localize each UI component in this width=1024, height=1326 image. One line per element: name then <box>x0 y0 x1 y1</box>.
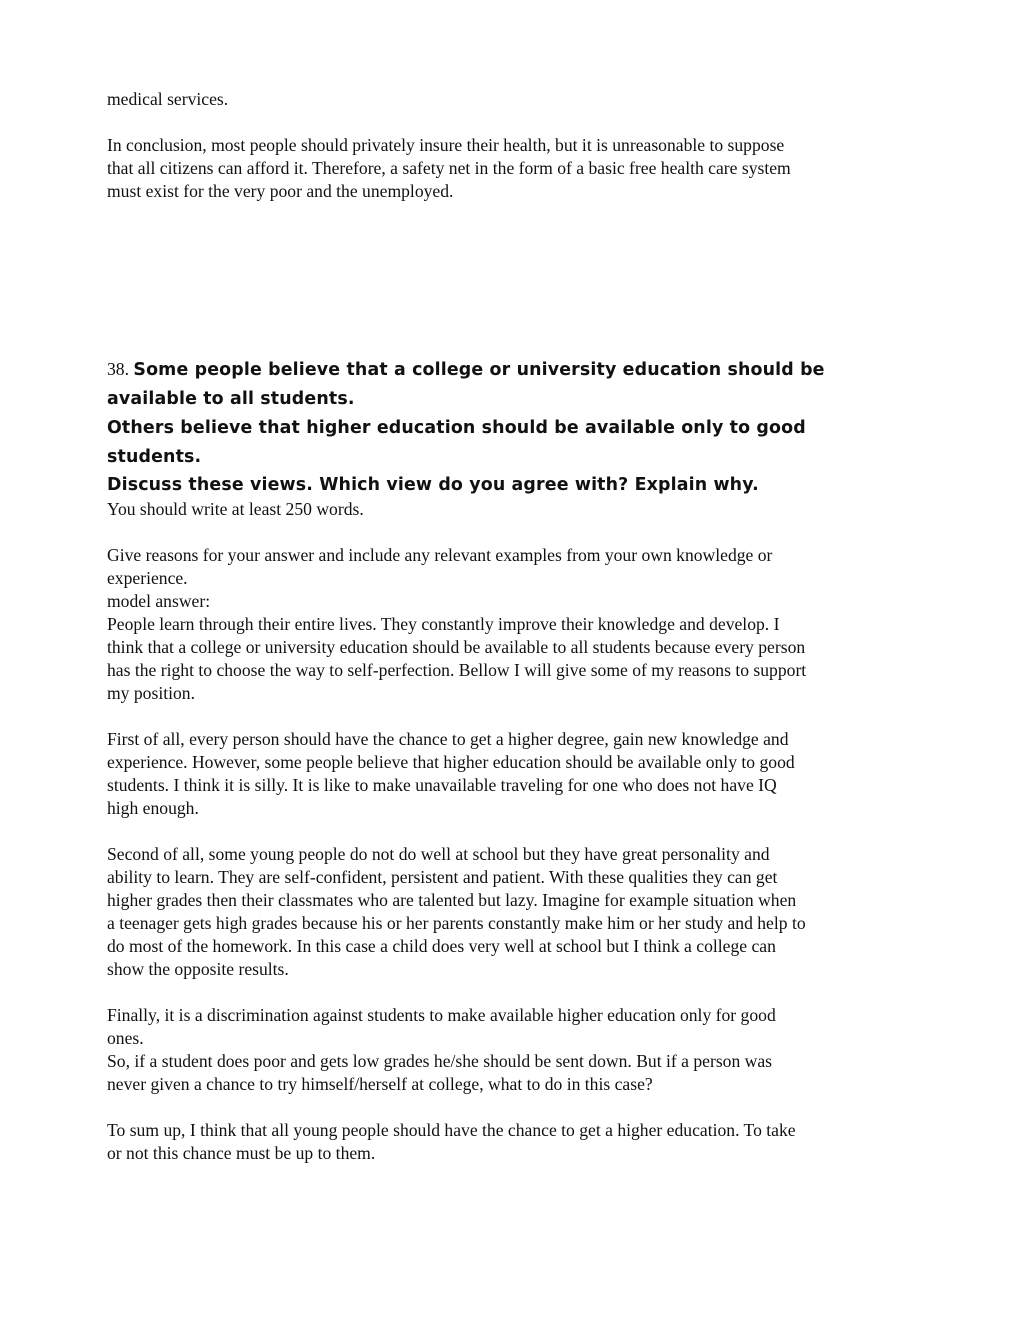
answer-p2-line-2: experience. However, some people believe that higher education should be available only to good <box>107 752 795 772</box>
answer-p3-line-2: ability to learn. They are self-confident, persistent and patient. With these qualities they can get <box>107 867 778 887</box>
question-line-2 <box>107 384 907 413</box>
reasons-line-1: Give reasons for your answer and include any relevant examples from your own knowledge or <box>107 545 773 565</box>
answer-p2-line-3: students. I think it is silly. It is like to make unavailable traveling for one who does not have IQ <box>107 775 777 795</box>
answer-p2-line-4: high enough. <box>107 798 199 818</box>
answer-paragraph-4 <box>107 1004 907 1096</box>
question-line-3 <box>107 413 907 442</box>
question-line-5 <box>107 471 907 498</box>
answer-paragraph-5 <box>107 1119 907 1165</box>
answer-p4-line-3: So, if a student does poor and gets low grades he/she should be sent down. But if a person was <box>107 1051 773 1071</box>
question-text-4: students. <box>107 447 202 467</box>
conclusion-line-1: In conclusion, most people should privately insure their health, but it is unreasonable to suppose <box>107 135 785 155</box>
answer-p3-line-1: Second of all, some young people do not do well at school but they have great personality and <box>107 844 770 864</box>
essay-question <box>107 355 907 498</box>
answer-paragraph-3 <box>107 843 907 981</box>
question-text-5: Discuss these views. Which view do you agree with? Explain why. <box>107 475 759 495</box>
question-number: 38. <box>107 359 129 379</box>
question-text-1: Some people believe that a college or university education should be <box>133 360 825 380</box>
answer-p3-line-4: a teenager gets high grades because his or her parents constantly make him or her study and help to <box>107 913 806 933</box>
intro-line: medical services. <box>107 89 229 109</box>
answer-p3-line-5: do most of the homework. In this case a child does very well at school but I think a college can <box>107 936 776 956</box>
conclusion-line-3: must exist for the very poor and the unemployed. <box>107 181 454 201</box>
answer-p2-line-1: First of all, every person should have the chance to get a higher degree, gain new knowledge and <box>107 729 789 749</box>
answer-p1-line-2: think that a college or university education should be available to all students because every person <box>107 637 806 657</box>
document-page <box>107 88 907 1188</box>
intro-fragment <box>107 88 907 111</box>
answer-paragraph-2 <box>107 728 907 820</box>
page-spacer <box>107 203 907 355</box>
answer-p1-line-4: my position. <box>107 683 195 703</box>
question-text-3: Others believe that higher education should be available only to good <box>107 418 806 438</box>
answer-p4-line-2: ones. <box>107 1028 144 1048</box>
answer-p4-line-4: never given a chance to try himself/herself at college, what to do in this case? <box>107 1074 653 1094</box>
question-line-1 <box>107 355 907 384</box>
answer-p4-line-1: Finally, it is a discrimination against students to make available higher education only for good <box>107 1005 776 1025</box>
word-count-instruction <box>107 498 907 521</box>
conclusion-line-2: that all citizens can afford it. Therefore, a safety net in the form of a basic free health care system <box>107 158 791 178</box>
reasons-line-2: experience. <box>107 568 188 588</box>
previous-conclusion-paragraph <box>107 134 907 203</box>
instructions-paragraph <box>107 544 907 613</box>
answer-p3-line-6: show the opposite results. <box>107 959 289 979</box>
answer-p3-line-3: higher grades then their classmates who are talented but lazy. Imagine for example situation when <box>107 890 797 910</box>
answer-p1-line-3: has the right to choose the way to self-perfection. Bellow I will give some of my reasons to support <box>107 660 807 680</box>
answer-p5-line-1: To sum up, I think that all young people should have the chance to get a higher education. To take <box>107 1120 796 1140</box>
question-line-4 <box>107 442 907 471</box>
question-text-2: available to all students. <box>107 389 355 409</box>
model-answer-label: model answer: <box>107 591 211 611</box>
word-count-line: You should write at least 250 words. <box>107 499 364 519</box>
answer-p1-line-1: People learn through their entire lives. They constantly improve their knowledge and develop. I <box>107 614 780 634</box>
answer-paragraph-1 <box>107 613 907 705</box>
answer-p5-line-2: or not this chance must be up to them. <box>107 1143 376 1163</box>
